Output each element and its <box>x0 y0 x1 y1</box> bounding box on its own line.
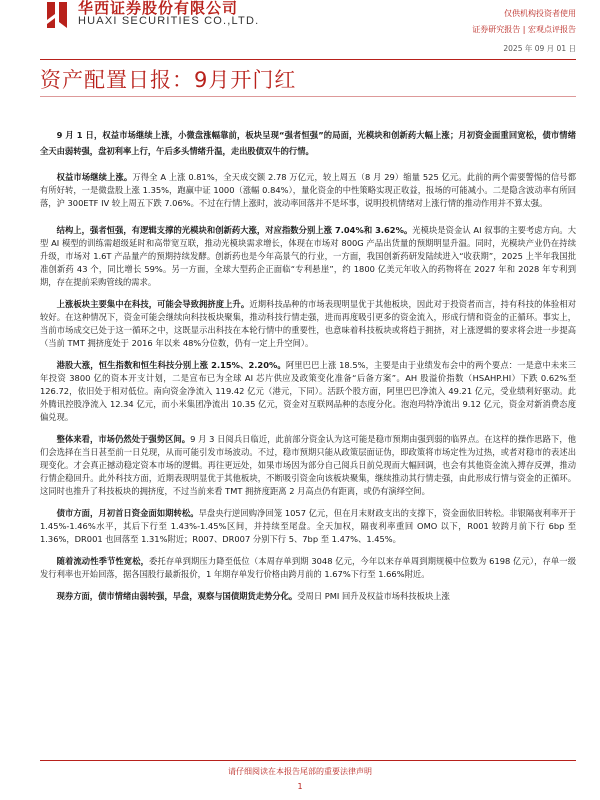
paragraph-text: 9 月 3 日阅兵日临近，此前部分资金认为这可能是稳市预期由强到弱的临界点。在这样的操作思路下，他们会选择在当日甚至前一日兑现，从而可能引发市场波动。不过，稳市预期只能从政策层面证伪，即政策将市场定性为过热，或者对稳市的表述出现变化。才会真正撼动稳定资本市场的逻辑。再往更远处，如果市场因为部分自己阅兵日前兑现而大幅回调，也会有其他资金流入搏存反弹，推动行情企稳回升。此外科技方面，近期表现明显优于其他板块，不断吸引资金向该板块聚集，继续推动其行情走强，由此形成行情与资金的正循环。这同时也推升了科技板块的拥挤度，不过当前来看 TMT 拥挤度距离 2 月高点仍有距离，或仍有演绎空间。 <box>40 434 576 496</box>
paragraph-lead: 整体来看，市场仍然处于强势区间。 <box>56 434 191 444</box>
paragraph-text: 阿里巴巴上涨 18.5%，主要是由于业绩发布会中的两个要点：一是意中未来三年投资 3800 亿的资本开支计划，二是宣布已为全球 AI 芯片供应及政策变化准备“后备方案”。AH 股溢价指数（HSAHP.HI）下跌 0.62%至 126.72，依旧处于相对低位。南向资金净流入 119.42 亿元（港元，下同）。活跃个股方面，阿里巴巴净流入 49.21 亿元，受业绩利好驱动。此外腾讯控股净流入 12.34 亿元，而小米集团净流出 10.35 亿元，资金对互联网品种的态度分化。泡泡玛特净流出 9.12 亿元，资金对新消费态度偏兑现。 <box>40 360 576 422</box>
paragraph-lead: 上涨板块主要集中在科技，可能会导致拥挤度上升。 <box>56 299 250 309</box>
paragraph-cash-bond <box>40 590 576 603</box>
report-type: 证券研究报告 | 宏观点评报告 <box>472 25 576 34</box>
page-footer <box>0 760 600 800</box>
paragraph-text: 委托存单到期压力降至低位（本周存单到期 3048 亿元，今年以来存单周到期规模中位数为 6198 亿元），存单一级发行利率也开始回落，据各国股行最新报价，1 年期存单发行价格由跨月前的 1.67%下行至 1.66%附近。 <box>40 556 576 579</box>
usage-note: 仅供机构投资者使用 <box>504 9 576 18</box>
huaxi-logo-icon <box>44 0 70 30</box>
header-divider <box>40 59 576 60</box>
paragraph-lead: 随着流动性季节性宽松， <box>56 556 150 566</box>
company-name-en: HUAXI SECURITIES CO.,LTD. <box>78 15 260 27</box>
company-name-cn: 华西证券股份有限公司 <box>78 0 239 17</box>
title-divider <box>40 96 576 97</box>
summary-paragraph <box>40 128 576 159</box>
paragraph-liquidity <box>40 555 576 581</box>
page-header <box>0 0 600 70</box>
paragraph-lead: 港股大涨，恒生指数和恒生科技分别上涨 2.15%、2.20%。 <box>56 360 286 370</box>
paragraph-structure <box>40 224 576 289</box>
paragraph-text: 近期科技品种的市场表现明显优于其他板块，因此对于投资者而言，持有科技的体验相对较好。在这种情况下，资金可能会继续向科技板块聚集，推动科技行情走强，进而再度吸引更多的资金流入，形成行情和资金的正循环。事实上，当前市场成交已处于这一循环之中，这既显示出科技在本轮行情中的重要性，也意味着科技板块或将趋于拥挤，对上涨逻辑的要求将会进一步提高（当前 TMT 拥挤度处于 2016 年以来 48%分位数，仍有一定上升空间）。 <box>40 299 576 348</box>
paragraph-equity <box>40 171 576 210</box>
paragraph-lead: 债市方面，月初首日资金面如期转松。 <box>56 508 199 518</box>
report-body <box>40 128 576 612</box>
footer-divider <box>40 760 576 761</box>
legal-disclaimer: 请仔细阅读在本报告尾部的重要法律声明 <box>228 767 372 776</box>
page-number: 1 <box>297 782 303 791</box>
summary-text: 9 月 1 日，权益市场继续上涨，小微盘涨幅靠前，板块呈现“强者恒强”的局面，光模块和创新药大幅上涨；月初资金面重回宽松，债市情绪全天由弱转强，盘初利率上行，午后多头情绪升温，走出股债双牛的行情。 <box>40 130 576 156</box>
report-date: 2025 年 09 月 01 日 <box>503 44 576 53</box>
paragraph-text: 万得全 A 上涨 0.81%，全天成交额 2.78 万亿元，较上周五（8 月 29）缩量 525 亿元。此前的两个需要警惕的信号都有所好转，一是微盘股上涨 1.35%，跑赢中证 1000（涨幅 0.84%），量化资金的中性策略实现正收益，报场的可能减小。二是隐含波动率有所回落，沪 300ETF IV 较上周五下跌 7.06%。不过在行情上涨时，波动率回落并不是坏事，说明投机情绪对上涨行情的推动作用并不算太强。 <box>40 172 576 208</box>
paragraph-text: 光模块是资金认 AI 叙事的主要考虑方向。大型 AI 模型的训练需超级延时和高带宽互联，推动光模块需求增长，体现在市场对 800G 产品出货量的预期明显升温。同时，光模块产业仍在持续升级，市场对 1.6T 产品量产的预期持续发酵。创新药也是今年高景气的行业，一方面，我国创新药研发陆续进入“收获期”，2025 上半年我国批准创新药 43 个，同比增长 59%。另一方面，全球大型药企正面临“专利悬崖”，约 1800 亿美元年收入的药物将在 2027 年和 2028 年专利到期，存在提前采购管线的需求。 <box>40 225 576 287</box>
report-title: 资产配置日报：9月开门红 <box>40 68 297 92</box>
paragraph-text: 受周日 PMI 回升及权益市场科技板块上涨 <box>297 591 450 601</box>
paragraph-lead: 权益市场继续上涨。 <box>56 172 133 182</box>
paragraph-tech <box>40 298 576 350</box>
paragraph-lead: 现券方面，债市情绪由弱转强，早盘，观察与国债期货走势分化。 <box>56 591 298 601</box>
paragraph-bond <box>40 507 576 546</box>
paragraph-text: 早盘央行逆回购净回笼 1057 亿元，但在月末财政支出的支撑下，资金面依旧转松。非银隔夜利率开于 1.45%-1.46%水平，其后下行至 1.43%-1.45%区间，并持续至尾盘。全天加权，隔夜利率重回 OMO 以下，R001 较跨月前下行 6bp 至 1.36%，DR001 也回落至 1.31%附近；R007、DR007 分别下行 5、7bp 至 1.47%、1.45%。 <box>40 508 576 544</box>
paragraph-lead: 结构上，强者恒强，有逻辑支撑的光模块和创新药大涨，对应指数分别上涨 7.04%和 3.62%。 <box>56 225 413 235</box>
paragraph-hk <box>40 359 576 424</box>
paragraph-overall <box>40 433 576 498</box>
